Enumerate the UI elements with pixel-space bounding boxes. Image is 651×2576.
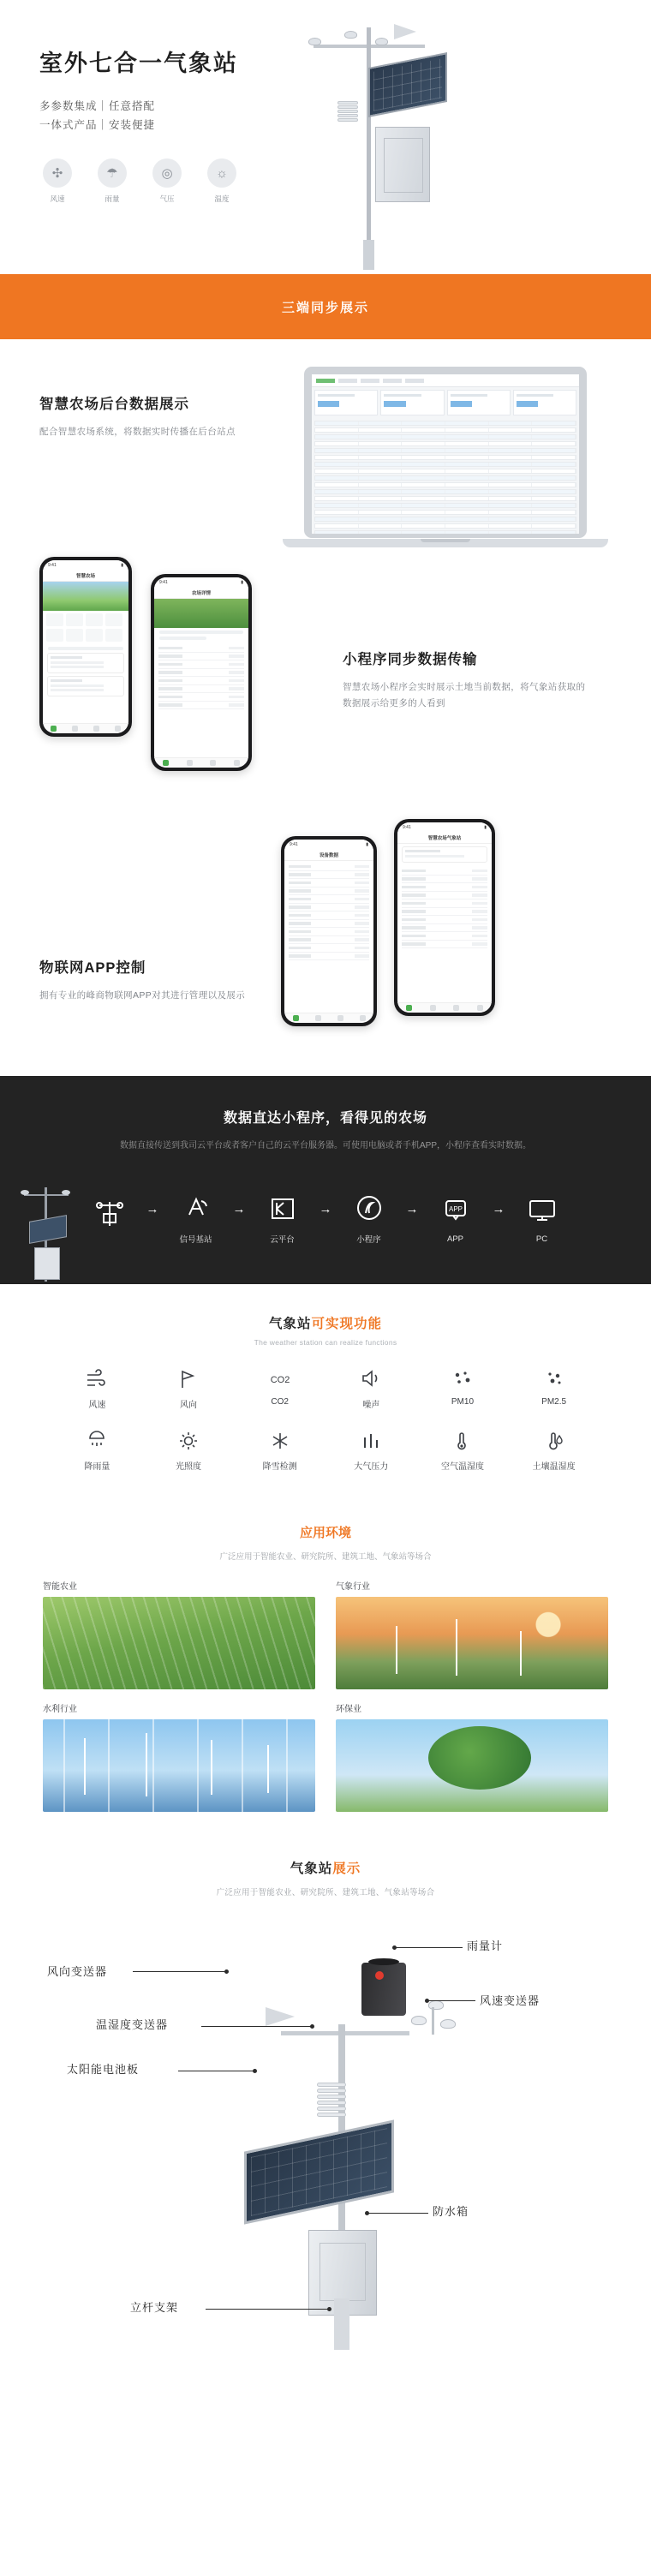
data-flow-diagram [0, 1188, 651, 1245]
function-label: 风向 [179, 1401, 197, 1410]
callout-leader-line [206, 2309, 330, 2310]
callout-dot [425, 1999, 429, 2003]
hero-weather-station-image [266, 0, 523, 274]
phone-mockup-4 [394, 819, 495, 1016]
phone-header: 智慧农场 [43, 570, 128, 582]
wind-farm-water-photo [43, 1719, 315, 1812]
flow-node-label: 小程序 [356, 1235, 381, 1245]
dashboard-cards [312, 387, 579, 418]
section-title: 智慧农场后台数据展示 [39, 397, 189, 412]
phone-data-list [154, 643, 248, 711]
callout-leader-line [428, 2000, 475, 2001]
wind-direction-icon [143, 1369, 235, 1391]
callout-leader-line [201, 2026, 313, 2027]
function-item-snow [234, 1431, 326, 1472]
function-label: 空气温湿度 [440, 1462, 484, 1472]
callout-rain-gauge: 雨量计 [467, 1939, 504, 1952]
function-label: 噪声 [362, 1401, 380, 1410]
phone-field-image [154, 599, 248, 628]
environment-desc: 广泛应用于智能农业、研究院所、建筑工地、气象站等场合 [219, 1552, 432, 1562]
noise-icon [326, 1369, 417, 1391]
environment-card-weather [336, 1579, 608, 1689]
function-item-co2 [234, 1369, 326, 1410]
hero-feature-label: 气压 [159, 194, 175, 203]
weather-station-icon [78, 1194, 141, 1234]
function-label: 土壤温湿度 [532, 1462, 576, 1472]
function-item-pm25 [508, 1369, 600, 1410]
app-icon [424, 1190, 487, 1229]
function-item-soil-temp-humidity [508, 1431, 600, 1472]
phone-mockup-1 [39, 557, 132, 737]
pole-bracket [334, 2298, 349, 2350]
section-desc: 拥有专业的峰商物联网APP对其进行管理以及展示 [39, 990, 246, 1001]
hero-feature-wind [39, 158, 75, 204]
mini-program-icon [337, 1188, 401, 1228]
environment-card-caption: 水利行业 [43, 1705, 77, 1714]
callout-pole-bracket: 立杆支架 [130, 2301, 179, 2314]
phone-data-list [284, 861, 373, 962]
functions-section [0, 1284, 651, 1516]
flow-node-miniprogram [337, 1188, 401, 1245]
product-callouts [0, 1913, 651, 2358]
hero-feature-rain [94, 158, 130, 204]
laptop-mockup [283, 367, 608, 547]
app-section [0, 819, 651, 1076]
phone-tabbar[interactable] [154, 757, 248, 768]
display-section [0, 1846, 651, 2358]
phone-tabbar[interactable] [397, 1002, 492, 1013]
display-desc: 广泛应用于智能农业、研究院所、建筑工地、气象站等场合 [216, 1888, 435, 1898]
phone-status-bar: 9:41 ▮ [284, 840, 373, 849]
hero-feature-label: 风速 [50, 194, 65, 203]
anemometer-cup [375, 38, 388, 45]
air-pressure-icon [326, 1431, 417, 1453]
hero-feature-icons [39, 158, 288, 204]
hero-feature-pressure [149, 158, 185, 204]
banner-text: 三端同步展示 [281, 300, 369, 315]
weather-station-diagram [214, 1922, 471, 2350]
mast [367, 27, 371, 250]
phone-status-bar: 9:41 ▮ [397, 822, 492, 832]
solar-panel [244, 2119, 394, 2224]
callout-dot [392, 1945, 397, 1950]
orange-banner [0, 274, 651, 339]
hero-feature-label: 温度 [214, 194, 230, 203]
pressure-icon: ◎ [152, 158, 182, 188]
function-label: 降雨量 [84, 1462, 110, 1472]
snow-detect-icon [234, 1431, 326, 1453]
phone-header: 设备数据 [284, 849, 373, 861]
environment-gallery [43, 1579, 608, 1824]
callout-dot [224, 1969, 229, 1974]
environment-card-water [43, 1701, 315, 1812]
table-row [314, 469, 576, 474]
phone-menu-grid [43, 611, 128, 644]
environment-card-caption: 环保业 [336, 1705, 361, 1714]
cloud-platform-icon [251, 1188, 314, 1228]
function-label: 降雪检测 [262, 1462, 297, 1472]
flow-node-station [78, 1194, 141, 1239]
function-item-rainfall [51, 1431, 143, 1472]
phone-status-bar: 9:41 ▮ [43, 560, 128, 570]
flow-node-label: 云平台 [270, 1235, 295, 1245]
anemometer [411, 2000, 457, 2040]
wind-turbines-sunset-photo [336, 1597, 608, 1689]
pm25-icon [508, 1369, 600, 1391]
table-row [314, 455, 576, 460]
section-desc: 智慧农场小程序会实时展示土地当前数据，将气象站获取的数据展示给更多的人看到 [343, 682, 586, 708]
dashboard-card [447, 390, 511, 415]
function-label: 大气压力 [354, 1462, 389, 1472]
flow-node-label: 信号基站 [179, 1235, 212, 1245]
table-row [314, 475, 576, 481]
miniprogram-text-block [343, 648, 591, 712]
hero-feature-label: 雨量 [105, 194, 120, 203]
table-row [314, 523, 576, 529]
wind-speed-icon [51, 1369, 143, 1391]
air-temp-humidity-icon [417, 1431, 509, 1453]
phone-card [402, 846, 487, 863]
section-title: 物联网APP控制 [39, 960, 146, 976]
laptop-screen [304, 367, 587, 538]
environment-card-caption: 气象行业 [336, 1582, 370, 1592]
functions-title-en: The weather station can realize functions [254, 1338, 397, 1347]
table-row [314, 441, 576, 446]
display-title-accent: 展示 [332, 1862, 361, 1876]
phone-mockup-2 [151, 574, 252, 771]
display-title-cn: 气象站 [290, 1862, 333, 1876]
radiation-shield [317, 2083, 346, 2117]
wind-icon: ✣ [43, 158, 72, 188]
phone-header: 智慧农场气象站 [397, 832, 492, 844]
svg-text:CO2: CO2 [270, 1375, 290, 1385]
table-row [314, 496, 576, 501]
table-row [314, 462, 576, 467]
arrow-icon: → [232, 1201, 246, 1216]
function-item-wind-speed [51, 1369, 143, 1410]
environment-card-agriculture [43, 1579, 315, 1689]
pole-base [363, 240, 374, 270]
hero-subtitle-line2: 一体式产品｜安装便捷 [39, 119, 156, 131]
function-item-wind-direction [143, 1369, 235, 1410]
callout-leader-line [133, 1971, 227, 1972]
environment-section [0, 1516, 651, 1846]
illuminance-icon [143, 1431, 235, 1453]
phone-card [47, 676, 124, 696]
wind-vane [266, 2007, 295, 2026]
arrow-icon: → [405, 1201, 419, 1216]
page-title: 室外七合一气象站 [39, 51, 238, 76]
hero-feature-temperature [204, 158, 240, 204]
table-row [314, 434, 576, 439]
flow-node-label: PC [535, 1234, 548, 1244]
function-item-air-temp-humidity [417, 1431, 509, 1472]
sun-icon: ☼ [207, 158, 236, 188]
section-title: 小程序同步数据传输 [343, 652, 478, 667]
environment-title: 应用环境 [299, 1526, 351, 1540]
functions-title [0, 1313, 651, 1332]
functions-grid [51, 1369, 600, 1492]
flow-node-label: APP [446, 1234, 463, 1244]
table-row [314, 421, 576, 426]
table-row [314, 482, 576, 487]
dashboard-card [513, 390, 576, 415]
callout-solar-panel: 太阳能电池板 [67, 2063, 140, 2076]
function-item-air-pressure [326, 1431, 417, 1472]
dashboard-screenshot [312, 374, 579, 534]
station-illustration [19, 1187, 79, 1290]
bottom-spacer [0, 2358, 651, 2381]
hero-text-block [39, 45, 288, 204]
backend-dashboard-section [0, 339, 651, 545]
callout-dot [365, 2211, 369, 2215]
callout-dot [310, 2024, 314, 2029]
rainfall-icon [51, 1431, 143, 1453]
flow-node-signal [164, 1188, 228, 1245]
dashboard-toolbar [312, 374, 579, 387]
section-desc: 配合智慧农场系统，将数据实时传播在后台站点 [39, 427, 236, 437]
phone-banner-image [43, 582, 128, 611]
backend-text-block [39, 392, 254, 440]
anemometer-cup [308, 38, 321, 45]
callout-leader-line [396, 1947, 463, 1948]
flow-node-cloud [251, 1188, 314, 1245]
app-text-block [39, 956, 271, 1004]
arrow-icon: → [492, 1201, 505, 1216]
callout-wind-direction-transmitter: 风向变送器 [47, 1965, 108, 1978]
function-item-noise [326, 1369, 417, 1410]
phone-mockup-3 [281, 836, 377, 1026]
table-row [314, 517, 576, 522]
function-item-pm10 [417, 1369, 509, 1410]
dark-section-desc: 数据直接传送到我司云平台或者客户自己的云平台服务器。可使用电脑或者手机APP，小程序查看实时数据。 [119, 1141, 531, 1151]
dashboard-table [312, 418, 579, 534]
function-label: CO2 [271, 1397, 289, 1407]
rain-gauge [361, 1963, 406, 2016]
environment-card-eco [336, 1701, 608, 1812]
hero-subtitle [39, 97, 288, 134]
callout-dot [253, 2069, 257, 2073]
environment-card-caption: 智能农业 [43, 1582, 77, 1592]
soil-temp-humidity-icon [508, 1431, 600, 1453]
table-row [314, 489, 576, 494]
function-label: PM10 [451, 1397, 475, 1407]
function-item-illuminance [143, 1431, 235, 1472]
dark-section-title: 数据直达小程序，看得见的农场 [223, 1111, 427, 1126]
callout-temp-humidity-transmitter: 温湿度变送器 [96, 2018, 169, 2031]
phone-tabbar[interactable] [43, 723, 128, 733]
dashboard-card [314, 390, 378, 415]
phone-status-bar: 9:41 ▮ [154, 577, 248, 587]
functions-title-cn: 气象站 [268, 1317, 312, 1331]
flow-node-app [424, 1190, 487, 1244]
signal-tower-icon [164, 1188, 228, 1228]
function-label: 风速 [88, 1401, 106, 1410]
co2-icon [234, 1369, 326, 1391]
miniprogram-section [0, 545, 651, 819]
anemometer-cup [344, 31, 357, 39]
data-flow-section [0, 1076, 651, 1284]
hero-section [0, 0, 651, 274]
callout-waterproof-box: 防水箱 [433, 2205, 469, 2218]
pm10-icon [417, 1369, 509, 1391]
svg-text:APP: APP [448, 1204, 463, 1213]
radiation-shield [337, 101, 358, 123]
wind-vane [394, 24, 416, 39]
pc-icon [511, 1190, 574, 1229]
table-row [314, 503, 576, 508]
table-row [314, 427, 576, 433]
phone-header: 农场详情 [154, 587, 248, 599]
phone-card [47, 653, 124, 673]
table-row [314, 510, 576, 515]
function-label: PM2.5 [541, 1397, 567, 1407]
green-tree-city-photo [336, 1719, 608, 1812]
solar-panel-image [368, 52, 447, 117]
callout-wind-speed-transmitter: 风速变送器 [480, 1994, 541, 2007]
control-box-image [375, 127, 430, 202]
phone-tabbar[interactable] [284, 1013, 373, 1023]
rain-icon: ☂ [98, 158, 127, 188]
phone-data-list [397, 865, 492, 950]
callout-dot [327, 2307, 331, 2311]
display-title [0, 1858, 651, 1877]
callout-leader-line [368, 2213, 428, 2214]
function-label: 光照度 [175, 1462, 201, 1472]
table-row [314, 530, 576, 534]
flow-node-pc [511, 1190, 574, 1244]
arrow-icon: → [146, 1201, 159, 1216]
hero-subtitle-line1: 多参数集成｜任意搭配 [39, 100, 156, 112]
cross-arm [281, 2031, 409, 2035]
arrow-icon: → [319, 1201, 332, 1216]
dashboard-card [380, 390, 444, 415]
table-row [314, 448, 576, 453]
farm-field-photo [43, 1597, 315, 1689]
functions-title-accent: 可实现功能 [311, 1317, 383, 1331]
